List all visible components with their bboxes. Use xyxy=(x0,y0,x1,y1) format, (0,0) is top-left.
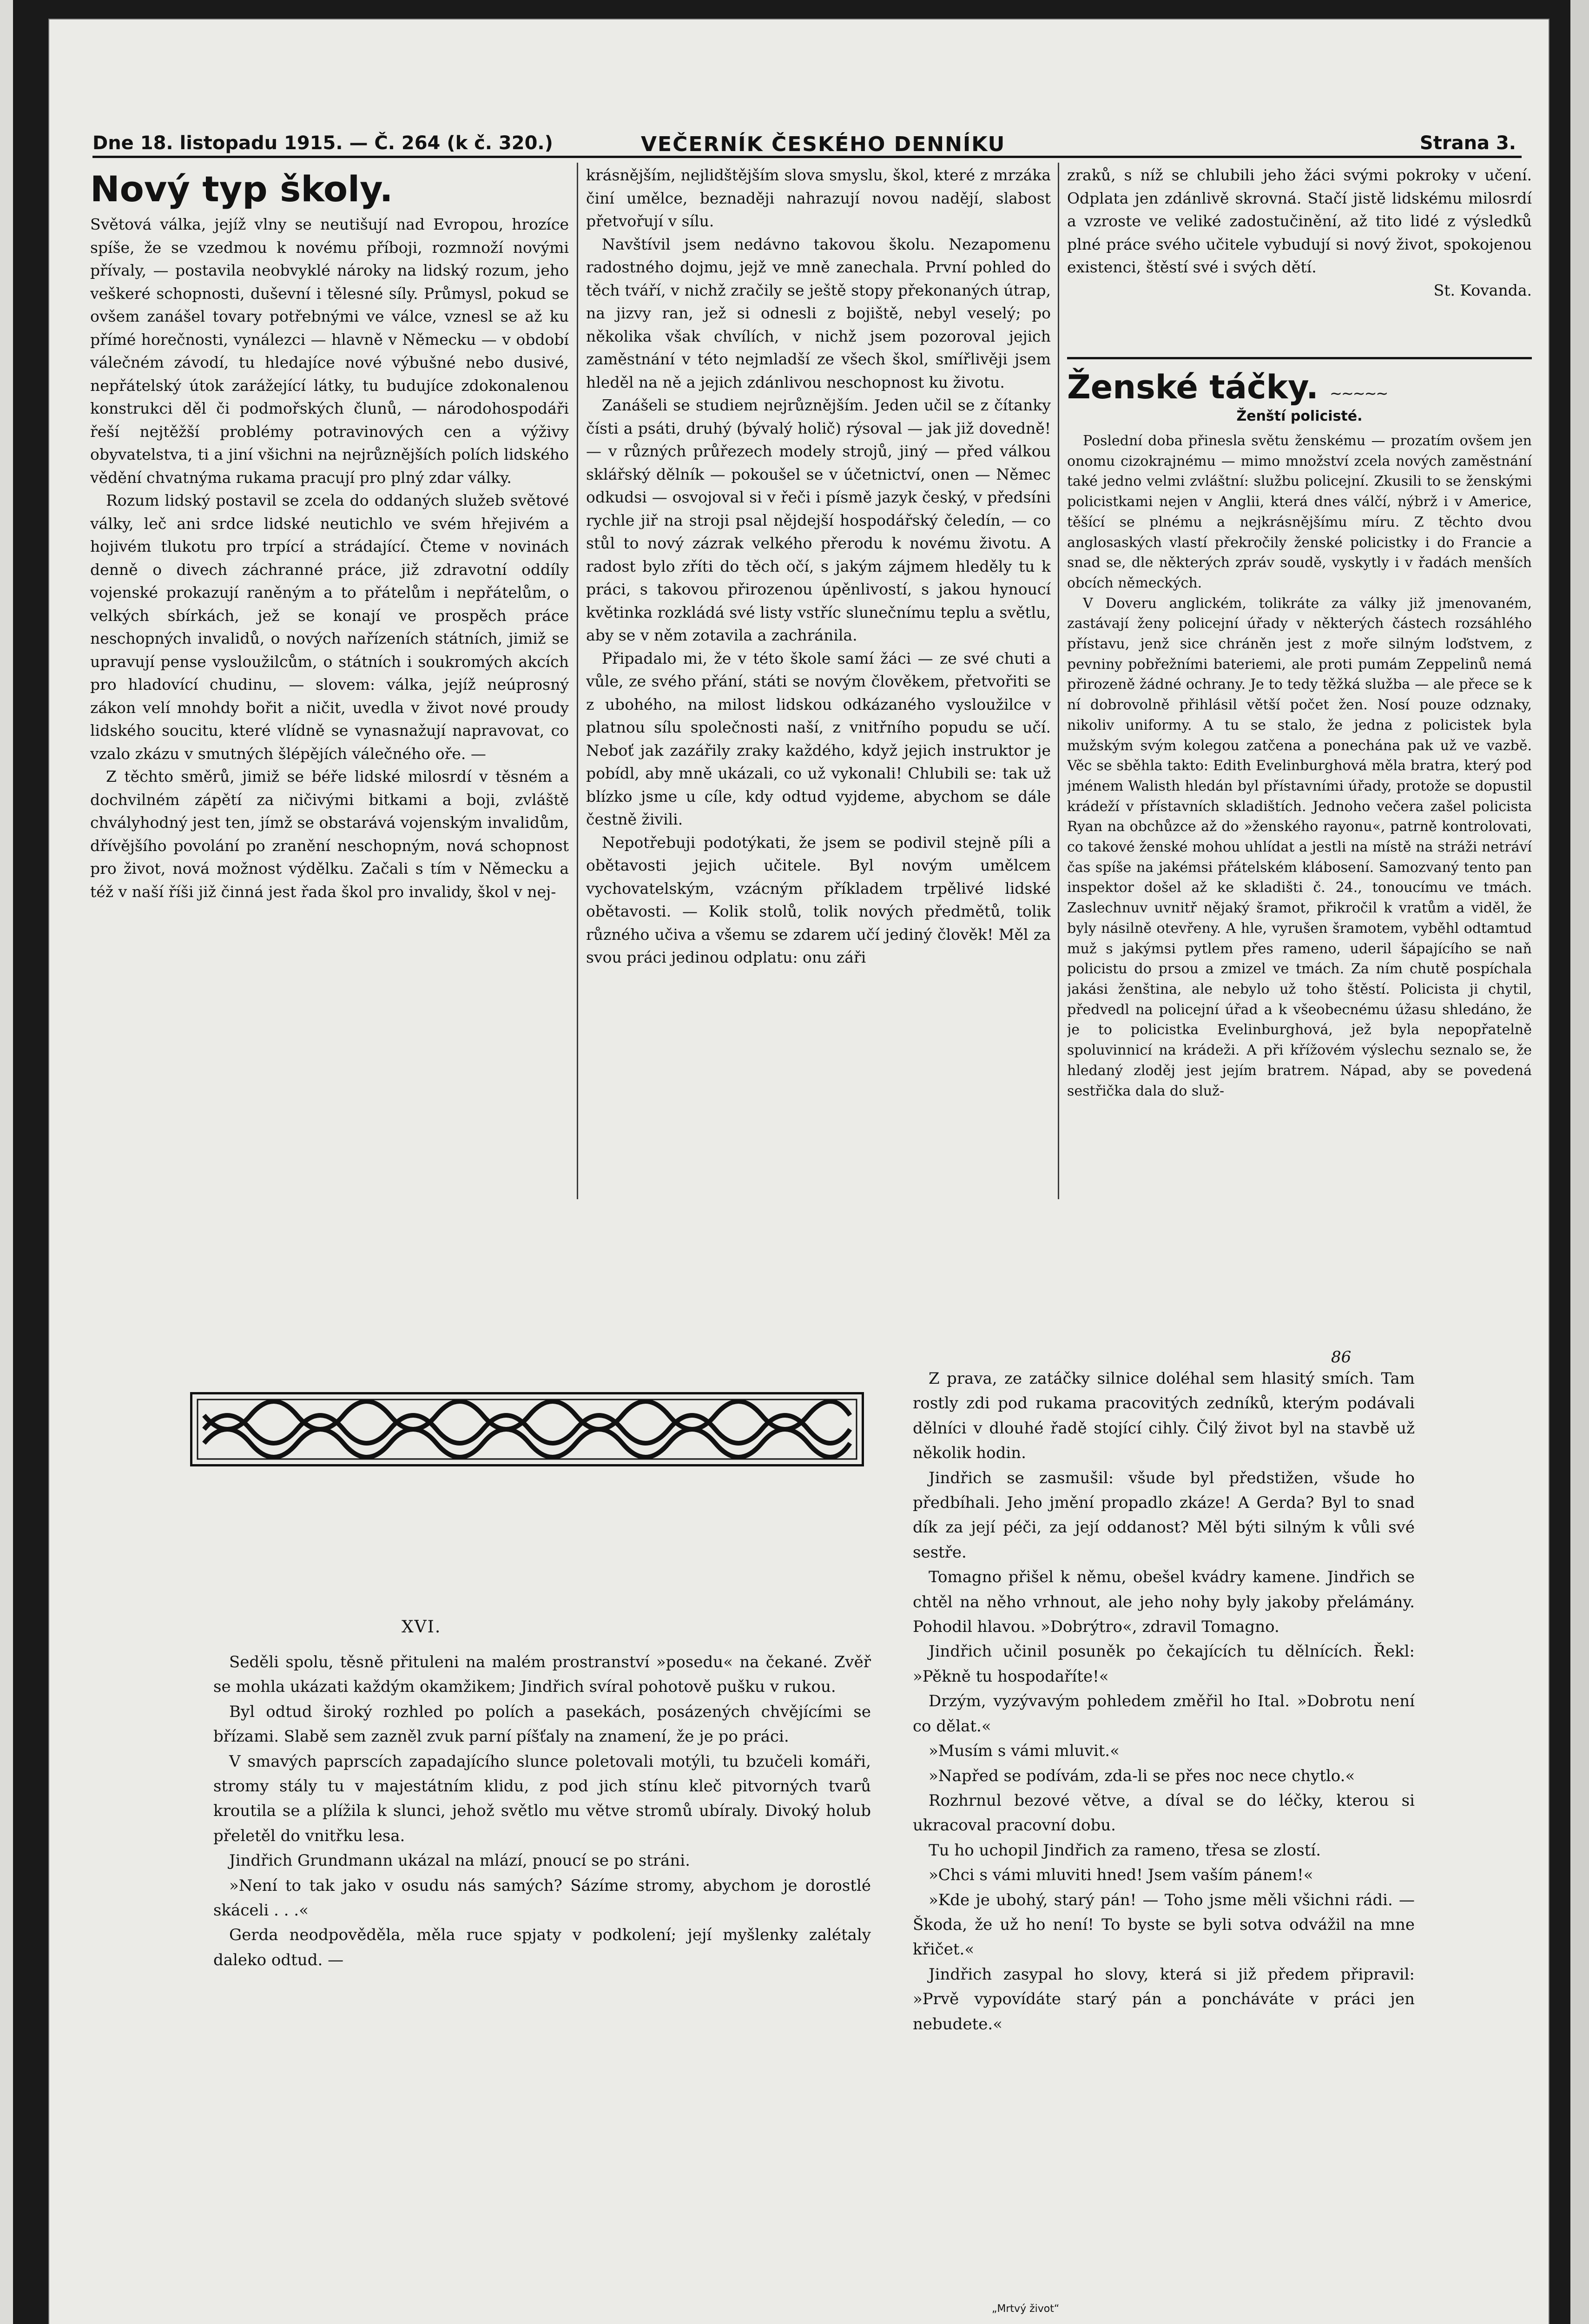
story-paragraph: Jindřich zasypal ho slovy, která si již předem připravil: »Prvě vypovídáte starý pán a poncháváte v práci jen nebudete.« xyxy=(913,1965,1415,2034)
column-rule xyxy=(577,163,578,1199)
article2-headline-text: Ženské táčky. xyxy=(1067,368,1319,406)
article1-column-3 xyxy=(1067,164,1532,354)
article-divider xyxy=(1067,357,1532,359)
story-paragraph: Rozhrnul bezové větve, a díval se do léčky, kterou si ukracoval pracovní dobu. xyxy=(913,1791,1415,1835)
article1-paragraph: zraků, s níž se chlubili jeho žáci svými pokroky v učení. Odplata jen zdánlivě skrovná. Stačí jistě lidskému milosrdí a vzroste ve veliké zadostučinění, až tito lidé z výsledků plné práce svého učitele vybudují si nový život, spokojenou existenci, štěstí své i svých dětí. xyxy=(1067,166,1532,276)
story-paragraph: »Musím s vámi mluvit.« xyxy=(929,1742,1120,1761)
header-page-number: Strana 3. xyxy=(1419,132,1516,154)
story-paragraph: »Napřed se podívám, zda-li se přes noc nece chytlo.« xyxy=(929,1766,1355,1785)
article1-paragraph: Rozum lidský postavil se zcela do oddaných služeb světové války, leč ani srdce lidské neutichlo ve svém hřejivém a hojivém tlukotu pro trpící a strádající. Čteme v novinách denně o divech záchranné práce, již zdravotní oddíly vojenské prokazují raněným a to přátelům i nepřátelům, o velkých sbírkách, jež se konají ve prospěch práce neschopných invalidů, o nových nařízeních státních, jimiž se upravují pense vysloužilcům, o státních i soukromých akcích pro hladovící chudinu, — slovem: válka, jejíž neúprosný zákon velí mnohdy bořit a ničit, uvedla v život nové proudy lidského soucitu, které vlídně se vynasnažují napravovat, co vzalo zkázu v smutných šlépějích válečného oře. — xyxy=(90,491,569,763)
ornamental-band xyxy=(190,1392,864,1466)
story-caption: „Mrtvý život“ xyxy=(992,2303,1060,2315)
article1-paragraph: Z těchto směrů, jimiž se béře lidské milosrdí v těsném a dochvilném zápětí za ničivými bitkami a boji, zvláště chvályhodný jest ten, jímž se obstarává vojenským invalidům, dřívějšího povolání po zranění neschopným, nová schopnost pro život, nová možnost výdělku. Začali s tím v Německu a též v naší říši již činná jest řada škol pro invalidy, škol v nej- xyxy=(90,767,569,901)
left-page-edge xyxy=(0,0,13,2324)
story-paragraph: V smavých paprscích zapadajícího slunce poletovali motýli, tu bzučeli komáři, stromy stály tu v majestátním klidu, z pod jich stínu kleč pitvorných tvarů kroutila se a plížila k slunci, jehož světlo mu větve stromů ubíraly. Divoký holub přeletěl do vnitřku lesa. xyxy=(213,1752,871,1845)
article1-paragraph: krásnějším, nejlidštějším slova smyslu, škol, které z mrzáka činí umělce, beznaději nahrazují novou nadějí, slabost přetvořují v sílu. xyxy=(586,166,1051,230)
story-paragraph: Tomagno přišel k němu, obešel kvádry kamene. Jindřich se chtěl na něho vrhnout, ale jeho nohy byly jakoby přelámány. Pohodil hlavou. »Dobrýtro«, zdravil Tomagno. xyxy=(913,1568,1415,1637)
story-paragraph: Byl odtud široký rozhled po polích a pasekách, posázených chvějícími se břízami. Slabě sem zazněl zvuk parní píšťaly na znamení, že je po práci. xyxy=(213,1702,871,1746)
article1-paragraph: Připadalo mi, že v této škole samí žáci — ze své chuti a vůle, ze svého přání, státi se novým člověkem, přetvořiti se z ubohého, na milost lidskou odkázaného vysloužilce v platnou sílu společnosti naší, z vnitřního popudu se učí. Neboť jak zazářily zraky každého, když jejich instruktor je pobídl, aby mně ukázali, co už vykonali! Chlubili se: tak už blízko jsme u cíle, kdy odtud vyjdeme, abychom se dále čestně živili. xyxy=(586,649,1051,828)
header-date: Dne 18. listopadu 1915. — Č. 264 (k č. 320.) xyxy=(92,132,553,154)
article1-paragraph: Zanášeli se studiem nejrůznějším. Jeden učil se z čítanky čísti a psáti, druhý (bývalý holič) rýsoval — jak již dovedně! — v různých průřezech modely strojů, jiný — před válkou sklářský dělník — pokoušel se v účetnictví, onen — Němec odkudsi — osvojoval si v řeči i písmě jazyk český, v předsíni rychle jiř na stroji psal nějdejší hospodářský čeledín, — co stůl to nový zázrak velkého přerodu k novému životu. A radost bylo zříti do těch očí, s jakým zájmem hleděly tu k práci, s takovou přirozenou úpěnlivostí, s jakou hynoucí květinka rozkládá své listy vstříc slunečnímu teplu a světlu, aby se v něm zotavila a zachránila. xyxy=(586,396,1051,644)
story-column-right xyxy=(913,1367,1415,2287)
page-header xyxy=(92,114,1522,158)
article1-paragraph: Nepotřebuji podotýkati, že jsem se podivil stejně píli a obětavosti jejich učitele. Byl novým umělcem vychovatelským, vzácným příkladem trpělivé lidské obětavosti. — Kolik stolů, tolik nových předmětů, tolik různého učiva a všemu se zdarem učí jediný člověk! Měl za svou práci jedinou odplatu: onu záři xyxy=(586,833,1051,966)
article2-headline xyxy=(1067,368,1387,406)
story-paragraph: »Kde je ubohý, starý pán! — Toho jsme měli všichni rádi. — Škoda, že už ho není! To byste se byli sotva odvážil na mne křičet.« xyxy=(913,1890,1415,1959)
story-column-left xyxy=(213,1650,871,2231)
header-masthead: VEČERNÍK ČESKÉHO DENNÍKU xyxy=(641,132,1006,156)
story-paragraph: Jindřich se zasmušil: všude byl předstižen, všude ho předbíhali. Jeho jmění propadlo zkáze! A Gerda? Byl to snad dík za její péči, za její oddanost? Měl býti silným k vůli své sestře. xyxy=(913,1468,1415,1562)
right-page-edge xyxy=(1570,0,1589,2324)
article1-paragraph: Navštívil jsem nedávno takovou školu. Nezapomenu radostného dojmu, jejž ve mně zanechala. První pohled do těch tváří, v nichž zračily se ještě stopy překonaných útrap, na jizvy ran, jež si odnesli z bojiště, nebyl veselý; po několika však chvílích, v nichž jsem pozoroval jejich zaměstnání v této nejmladší ze všech škol, smířlivěji jsem hleděl na ně a jejich zdánlivou neschopnost ku životu. xyxy=(586,235,1051,391)
article2-paragraph: Poslední doba přinesla světu ženskému — prozatím ovšem jen onomu cizokrajnému — mimo množství zcela nových zaměstnání také jedno velmi zvláštní: službu policejní. Zkusili to se ženskými policistkami nejen v Anglii, která dnes válčí, nýbrž i v Americe, těšící se plnému a nejkrásnějšímu míru. Z těchto dvou anglosaských vlastí překročily ženské policistky i do Francie a snad se, dle některých zpráv soudě, vyskytly i v řadách menších obcích německých. xyxy=(1067,433,1532,591)
article1-headline: Nový typ školy. xyxy=(90,168,393,210)
article2-column xyxy=(1067,431,1532,1198)
headline-ornament: ~~~~~ xyxy=(1330,384,1388,402)
story-paragraph: Jindřich učinil posuněk po čekajících tu dělnících. Řekl: »Pěkně tu hospodaříte!« xyxy=(913,1642,1415,1686)
article1-signature: St. Kovanda. xyxy=(1433,281,1532,299)
article1-paragraph: Světová válka, jejíž vlny se neutišují nad Evropou, hrozíce spíše, že se vzedmou k novému příboji, rozmnoží novými přívaly, — postavila neobvyklé nároky na lidský rozum, jeho veškeré schopnosti, duševní i tělesné síly. Průmysl, pokud se ovšem zanášel tovary potřebnými ve válce, vznesl se až ku přímé horečnosti, vynálezci — hlavně v Německu — v období válečném závodí, tu hledajíce nové výbušné nebo dusivé, nepřátelský útok zarážející látky, tu budujíce zdokonalenou konstrukci děl či podmořských člunů, — národohospodáři řeší nejtěžší problémy potravinových cen a výživy obyvatelstva, ti a jiní všichni na nejrůznějších polích lidského vědění chvatnýma rukama pracují pro plný zdar války. xyxy=(90,215,569,487)
article1-column-1 xyxy=(90,213,569,1194)
story-paragraph: »Chci s vámi mluviti hned! Jsem vaším pánem!« xyxy=(929,1866,1313,1885)
story-paragraph: Z prava, ze zatáčky silnice doléhal sem hlasitý smích. Tam rostly zdi pod rukama pracovitých zedníků, kterým podávali dělníci v dlouhé řadě stojící cihly. Čilý život byl na stavbě už několik hodin. xyxy=(913,1369,1415,1463)
newspaper-page xyxy=(48,19,1549,2324)
story-paragraph: »Není to tak jako v osudu nás samých? Sázíme stromy, abychom je dorostlé skáceli . . .« xyxy=(213,1876,871,1920)
article1-column-2 xyxy=(586,164,1051,1198)
article2-paragraph: V Doveru anglickém, tolikráte za války již jmenovaném, zastávají ženy policejní úřady v některých částech rozsáhlého přístavu, jenž sice chráněn jest z moře silným loďstvem, z pevniny pobřežními bateriemi, ale proti pumám Zeppelinů nemá přirozeně žádné ochrany. Je to tedy těžká služba — ale přece se k ní dobrovolně přihlásil větší počet žen. Nosí pouze odznaky, nikoliv uniformy. A tu se stalo, že jedna z policistek byla mužským svým kolegou zatčena a ponechána pak už ve vazbě. Věc se sběhla takto: Edith Evelinburghová měla bratra, který pod jménem Walisth hledán byl přístavními úřady, protože se dopustil krádeží v přístavních skladištích. Jednoho večera zašel policista Ryan na obchůzce až do »ženského rayonu«, patrně kontrolovati, co takové ženské mohou uhlídat a jestli na místě na stráži netráví čas spíše na jakémsi přátelském klábosení. Samozvaný tento pan inspektor došel až ke skladišti č. 24., tonoucímu ve tmách. Zaslechnuv uvnitř nějaký šramot, přikročil k vratům a viděl, že byly násilně otevřeny. A hle, vyrušen šramotem, vyběhl odtamtud muž s jakýmsi pytlem přes rameno, uderil šápajícího se naň policistu do prsou a zmizel ve tmách. Za ním chutě pospíchala jakási ženština, ale nebylo už toho štěstí. Policista ji chytil, předvedl na policejní úřad a k všeobecnému úžasu shledáno, že je to policistka Evelinburghová, jež byla nepopřatelně spoluvinnicí na krádeži. A při křížovém výslechu seznalo se, že hledaný zloděj jest jejím bratrem. Nápad, aby se povedená sestřička dala do služ- xyxy=(1067,595,1532,1099)
story-paragraph: Drzým, vyzývavým pohledem změřil ho Ital. »Dobrotu není co dělat.« xyxy=(913,1692,1415,1736)
story-paragraph: Seděli spolu, těsně přituleni na malém prostranství »posedu« na čekané. Zvěř se mohla ukázati každým okamžikem; Jindřich svíral pohotově pušku v rukou. xyxy=(213,1653,871,1697)
article2-subheading: Ženští policisté. xyxy=(1236,408,1363,424)
chapter-number: XVI. xyxy=(402,1618,442,1637)
story-paragraph: Jindřich Grundmann ukázal na mlází, pnoucí se po stráni. xyxy=(229,1851,690,1870)
story-page-number: 86 xyxy=(1331,1348,1352,1367)
story-paragraph: Gerda neodpověděla, měla ruce spjaty v podkolení; její myšlenky zalétaly daleko odtud. — xyxy=(213,1926,871,1969)
column-rule xyxy=(1058,163,1059,1199)
story-paragraph: Tu ho uchopil Jindřich za rameno, třesa se zlostí. xyxy=(929,1841,1321,1860)
